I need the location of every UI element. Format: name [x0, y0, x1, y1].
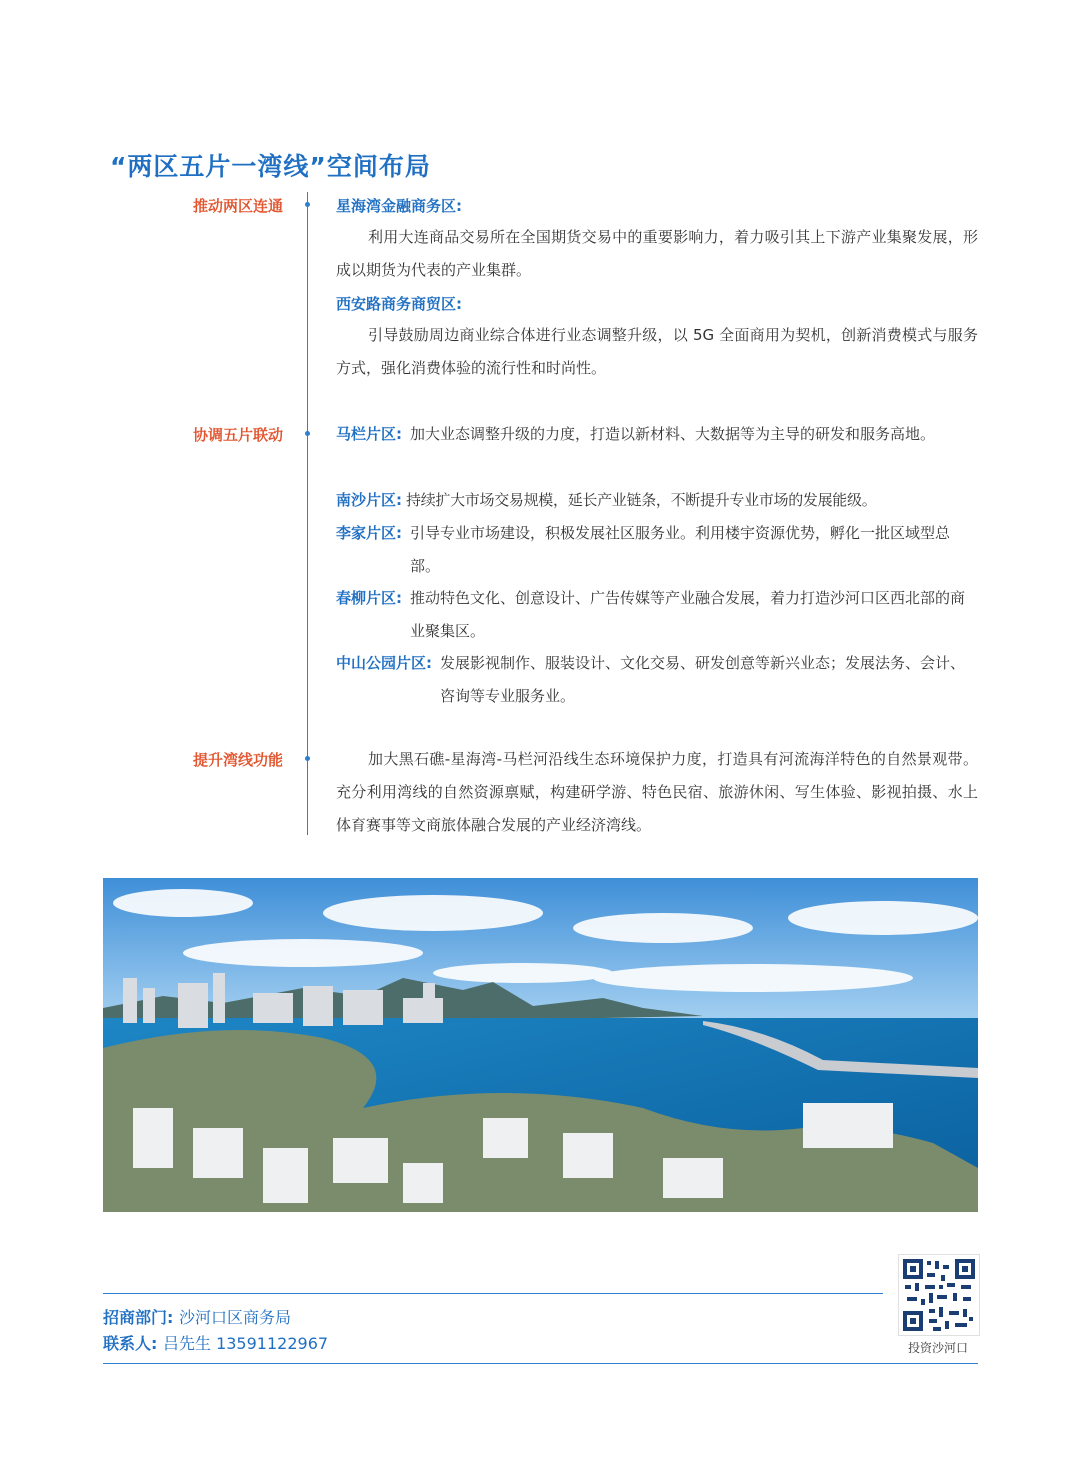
area-text: 推动特色文化、创意设计、广告传媒等产业融合发展，着力打造沙河口区西北部的商业聚集区。	[410, 589, 966, 640]
bay-line-text: 加大黑石礁-星海湾-马栏河沿线生态环境保护力度，打造具有河流海洋特色的自然景观带。充分利用湾线的自然资源禀赋，构建研学游、特色民宿、旅游休闲、写生体验、影视拍摄、水上体育赛事等文商旅体融合发展的产业经济湾线。	[336, 750, 978, 834]
qr-caption: 投资沙河口	[907, 1341, 968, 1355]
category-five-areas: 协调五片联动	[192, 426, 283, 444]
timeline-line	[307, 192, 308, 835]
footer-contact	[103, 1331, 328, 1354]
qr-code[interactable]	[898, 1254, 980, 1336]
zone-title-xianlu: 西安路商务商贸区:	[336, 295, 462, 313]
bay-photo	[103, 878, 978, 1212]
area-zhongshan-park	[336, 647, 978, 713]
area-lijia	[336, 517, 978, 583]
area-nansha	[336, 484, 978, 517]
footer-divider-top	[103, 1293, 883, 1294]
footer-divider-bottom	[103, 1363, 978, 1364]
area-label: 马栏片区:	[336, 425, 402, 443]
area-label: 中山公园片区:	[336, 654, 432, 672]
area-text: 加大业态调整升级的力度，打造以新材料、大数据等为主导的研发和服务高地。	[410, 425, 936, 443]
timeline-dot	[305, 202, 310, 207]
timeline-dot	[305, 431, 310, 436]
zone-title-xinghaiwan: 星海湾金融商务区:	[336, 197, 462, 215]
area-text: 发展影视制作、服装设计、文化交易、研发创意等新兴业态；发展法务、会计、咨询等专业服务业。	[440, 654, 966, 705]
page-title: “两区五片一湾线”空间布局	[110, 152, 431, 181]
dept-value: 沙河口区商务局	[178, 1308, 291, 1327]
area-text: 持续扩大市场交易规模，延长产业链条，不断提升专业市场的发展能级。	[406, 491, 877, 509]
dept-label: 招商部门:	[103, 1308, 174, 1327]
zone-text-xianlu: 引导鼓励周边商业综合体进行业态调整升级，以 5G 全面商用为契机，创新消费模式与服务方式，强化消费体验的流行性和时尚性。	[336, 326, 978, 377]
area-malan	[336, 418, 978, 451]
timeline-dot	[305, 756, 310, 761]
area-label: 南沙片区:	[336, 491, 402, 509]
area-label: 李家片区:	[336, 524, 402, 542]
contact-value: 吕先生 13591122967	[162, 1334, 329, 1353]
footer-dept	[103, 1305, 291, 1328]
area-text: 引导专业市场建设，积极发展社区服务业。利用楼宇资源优势，孵化一批区域型总部。	[410, 524, 951, 575]
area-label: 春柳片区:	[336, 589, 402, 607]
area-chunliu	[336, 582, 978, 648]
category-two-zones: 推动两区连通	[192, 197, 283, 215]
contact-label: 联系人:	[103, 1334, 158, 1353]
zone-text-xinghaiwan: 利用大连商品交易所在全国期货交易中的重要影响力，着力吸引其上下游产业集聚发展，形成以期货为代表的产业集群。	[336, 228, 978, 279]
category-bay-line: 提升湾线功能	[192, 751, 283, 769]
